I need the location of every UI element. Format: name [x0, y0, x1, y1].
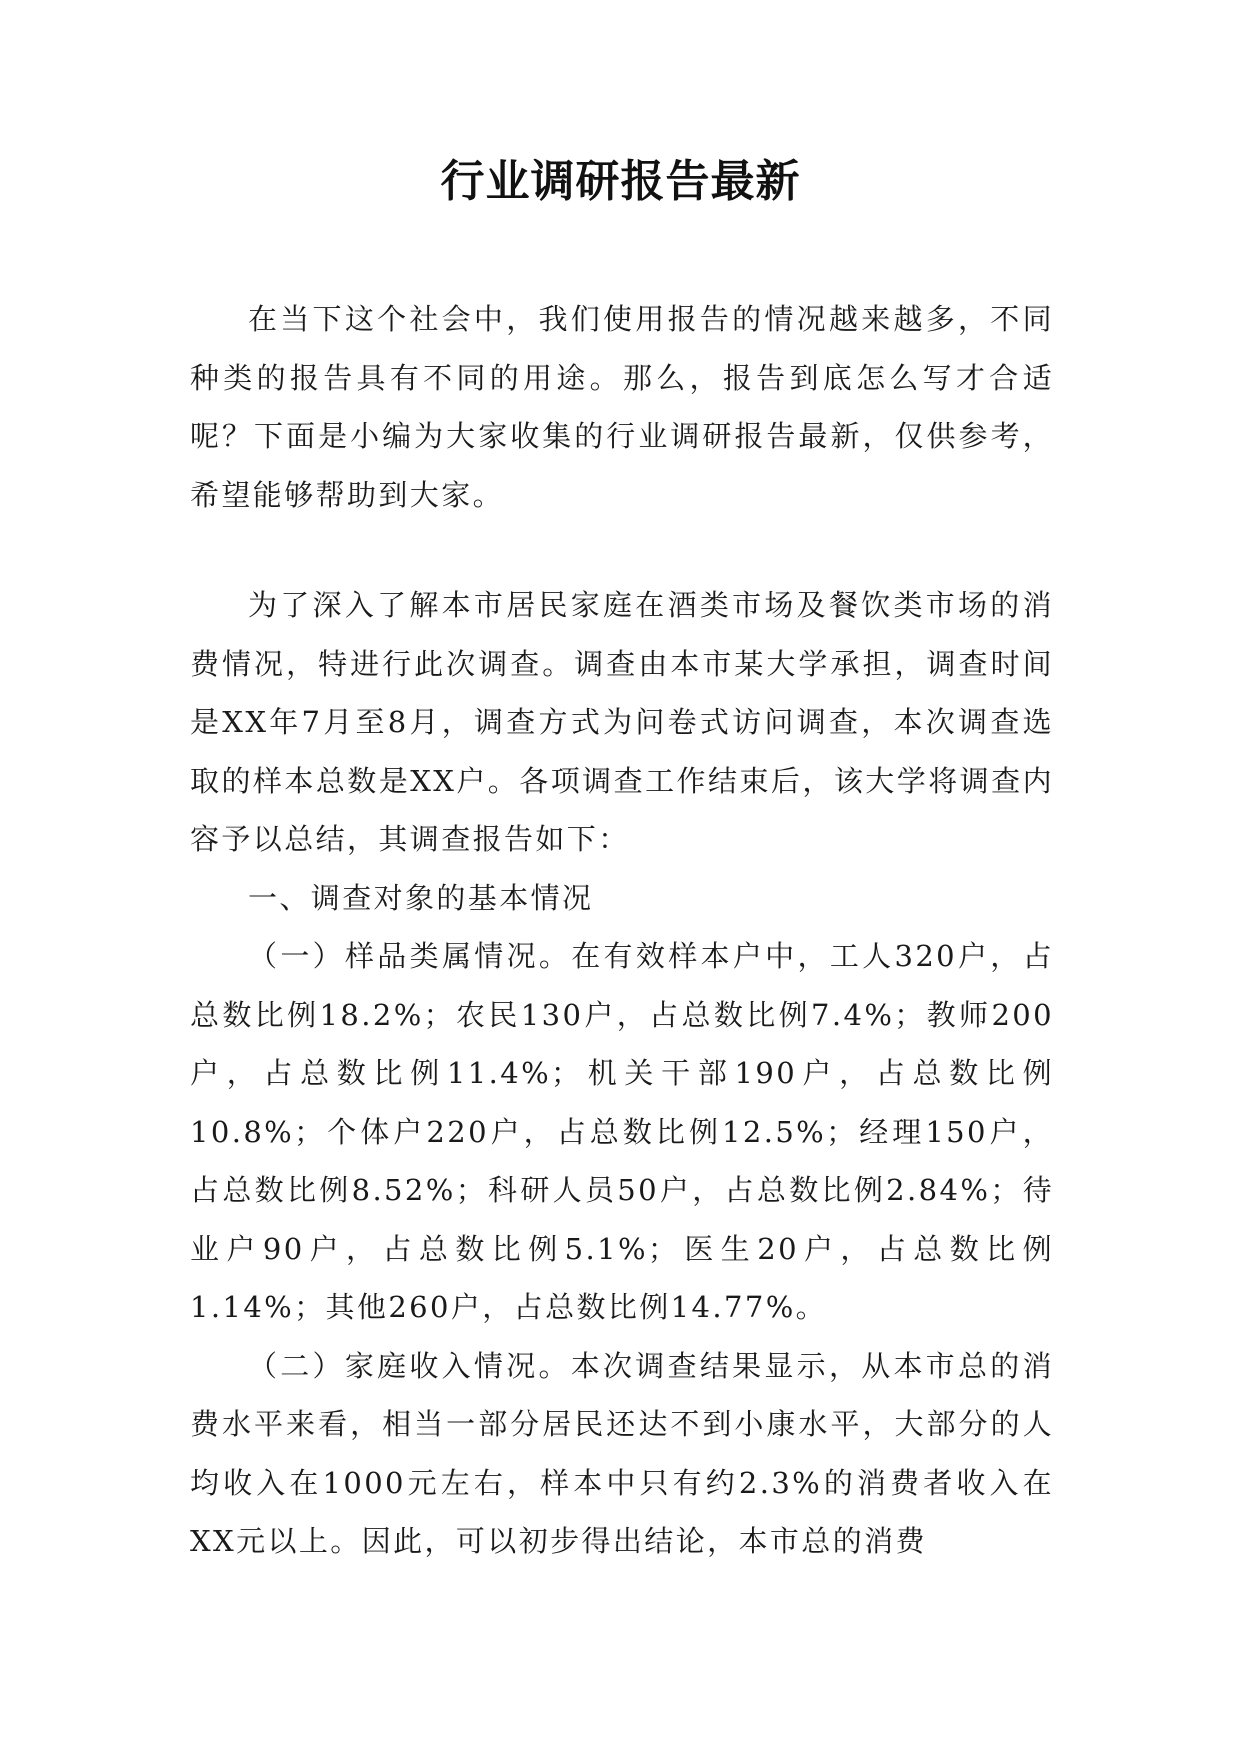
body-paragraph-sample-categories: （一）样品类属情况。在有效样本户中，工人320户，占总数比例18.2%；农民130户，占总数比例7.4%；教师200户，占总数比例11.4%；机关干部190户，占总数比例10.8%；个体户220户，占总数比例12.5%；经理150户，占总数比例8.52%；科研人员50户，占总数比例2.84%；待业户90户，占总数比例5.1%；医生20户，占总数比例1.14%；其他260户，占总数比例14.77%。	[190, 939, 1054, 1324]
intro-section	[190, 290, 1054, 524]
body-paragraph-survey-purpose: 为了深入了解本市居民家庭在酒类市场及餐饮类市场的消费情况，特进行此次调查。调查由本市某大学承担，调查时间是XX年7月至8月，调查方式为问卷式访问调查，本次调查选取的样本总数是XX户。各项调查工作结束后，该大学将调查内容予以总结，其调查报告如下：	[190, 588, 1054, 856]
report-body	[190, 576, 1054, 1571]
body-paragraph-household-income: （二）家庭收入情况。本次调查结果显示，从本市总的消费水平来看，相当一部分居民还达不到小康水平，大部分的人均收入在1000元左右，样本中只有约2.3%的消费者收入在XX元以上。因此，可以初步得出结论，本市总的消费	[190, 1348, 1054, 1558]
section-heading-basic-info: 一、调查对象的基本情况	[248, 880, 594, 915]
document-title: 行业调研报告最新	[440, 156, 801, 207]
intro-paragraph: 在当下这个社会中，我们使用报告的情况越来越多，不同种类的报告具有不同的用途。那么，报告到底怎么写才合适呢？下面是小编为大家收集的行业调研报告最新，仅供参考，希望能够帮助到大家。	[190, 302, 1054, 512]
